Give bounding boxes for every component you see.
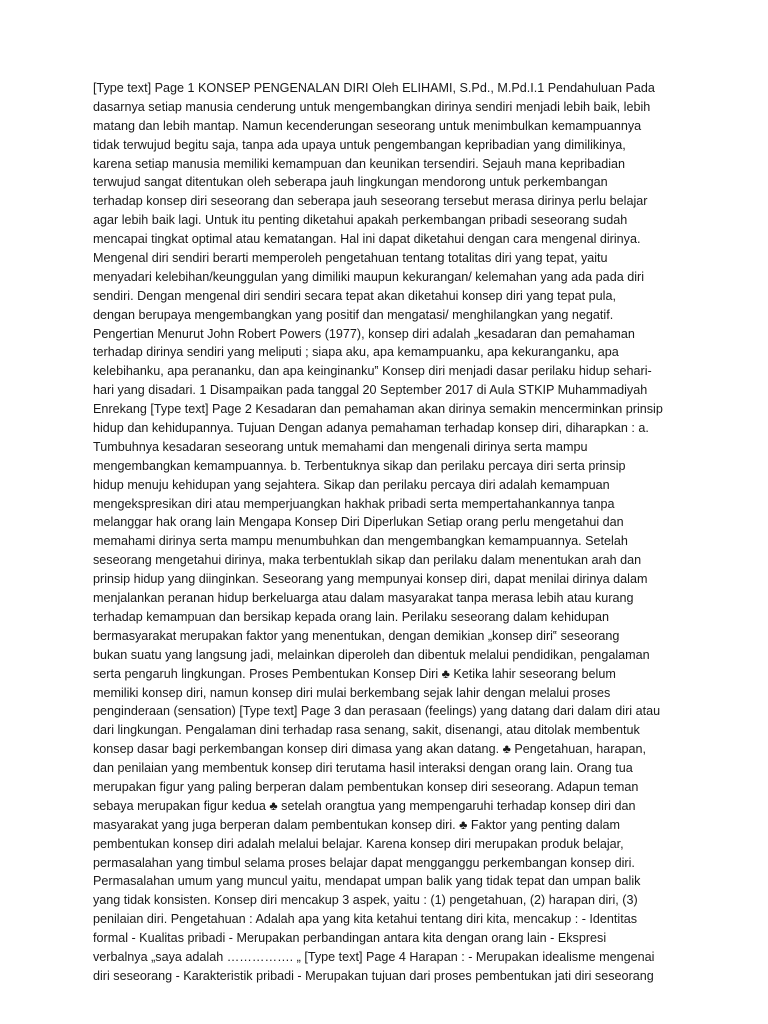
text-line: sebaya merupakan figur kedua ♣ setelah orangtua yang mempengaruhi terhadap konsep diri dan [93,798,636,813]
text-line: formal - Kualitas pribadi - Merupakan perbandingan antara kita dengan orang lain - Ekspresi [93,931,607,946]
text-line: penginderaan (sensation) [Type text] Page 3 dan perasaan (feelings) yang datang dari dalam diri atau [93,704,661,719]
text-line: permasalahan yang timbul selama proses belajar dapat mengganggu perkembangan konsep diri. [93,855,635,870]
text-line: yang tidak konsisten. Konsep diri mencakup 3 aspek, yaitu : (1) pengetahuan, (2) harapan diri, (3) [93,893,638,908]
text-line: terhadap dirinya sendiri yang meliputi ; siapa aku, apa kemampuanku, apa kekuranganku, apa [93,345,619,360]
text-line: memiliki konsep diri, namun konsep diri mulai berkembang sejak lahir dengan melalui proses [93,685,611,700]
text-line: memahami dirinya serta mampu menumbuhkan dan mengembangkan kemampuannya. Setelah [93,534,628,549]
text-line: verbalnya „saya adalah ……………. „ [Type text] Page 4 Harapan : - Merupakan idealisme mengenai [93,949,655,964]
text-line: terhadap konsep diri seseorang dan seberapa jauh seseorang tersebut merasa dirinya perlu belajar [93,194,648,209]
text-line: diri seseorang - Karakteristik pribadi - Merupakan tujuan dari proses pembentukan jati diri seseorang [93,968,654,983]
text-line: mengembangkan kemampuannya. b. Terbentuknya sikap dan perilaku percaya diri serta prinsip [93,458,626,473]
text-line: menjalankan peranan hidup berkeluarga atau dalam masyarakat tanpa merasa lebih atau kurang [93,591,634,606]
text-line: mengekspresikan diri atau memperjuangkan hakhak pribadi serta mempertahankannya tanpa [93,496,615,511]
text-line: melanggar hak orang lain Mengapa Konsep Diri Diperlukan Setiap orang perlu mengetahui dan [93,515,624,530]
text-line: Pengertian Menurut John Robert Powers (1977), konsep diri adalah „kesadaran dan pemahaman [93,326,635,341]
text-line: konsep dasar bagi perkembangan konsep diri dimasa yang akan datang. ♣ Pengetahuan, harapan, [93,742,646,757]
text-line: seseorang mengetahui dirinya, maka terbentuklah sikap dan perilaku dalam menentukan arah dan [93,553,642,568]
text-line: bermasyarakat merupakan faktor yang menentukan, dengan demikian „konsep diri‟ seseorang [93,628,620,643]
document-body [93,79,693,986]
text-line: [Type text] Page 1 KONSEP PENGENALAN DIRI Oleh ELIHAMI, S.Pd., M.Pd.I.1 Pendahuluan Pada [93,81,655,95]
text-line: dan penilaian yang membentuk konsep diri terutama hasil interaksi dengan orang lain. Orang tua [93,761,633,776]
text-line: agar lebih baik lagi. Untuk itu penting diketahui apakah perkembangan pribadi seseorang sudah [93,213,628,228]
text-line: sendiri. Dengan mengenal diri sendiri secara tepat akan diketahui konsep diri yang tepat pula, [93,288,616,303]
text-line: karena setiap manusia memiliki kemampuan dan keunikan tersendiri. Sejauh mana kepribadian [93,156,626,171]
text-line: masyarakat yang juga berperan dalam pembentukan konsep diri. ♣ Faktor yang penting dalam [93,817,621,832]
text-line: pembentukan konsep diri adalah melalui belajar. Karena konsep diri merupakan produk belajar, [93,836,624,851]
text-line: menyadari kelebihan/keunggulan yang dimiliki maupun kekurangan/ kelemahan yang ada pada diri [93,269,644,284]
text-line: kelebihanku, apa perananku, dan apa keinginanku‟ Konsep diri menjadi dasar perilaku hidup sehari- [93,364,652,379]
text-line: dengan berupaya mengembangkan yang positif dan mengatasi/ menghilangkan yang negatif. [93,307,614,322]
text-line: dasarnya setiap manusia cenderung untuk mengembangkan dirinya sendiri menjadi lebih baik, lebih [93,99,651,114]
text-line: prinsip hidup yang diinginkan. Seseorang yang mempunyai konsep diri, dapat menilai dirinya dalam [93,572,648,587]
text-line: hari yang disadari. 1 Disampaikan pada tanggal 20 September 2017 di Aula STKIP Muhammadiyah [93,383,648,398]
text-line: dari lingkungan. Pengalaman dini terhadap rasa senang, sakit, disenangi, atau ditolak membentuk [93,723,640,738]
text-line: terhadap kemampuan dan bersikap kepada orang lain. Perilaku seseorang dalam kehidupan [93,609,609,624]
text-line: Enrekang [Type text] Page 2 Kesadaran dan pemahaman akan dirinya semakin mencerminkan prinsip [93,402,663,417]
text-line: terwujud sangat ditentukan oleh seberapa jauh lingkungan mendorong untuk perkembangan [93,175,608,190]
text-line: penilaian diri. Pengetahuan : Adalah apa yang kita ketahui tentang diri kita, mencakup : - Identitas [93,912,637,927]
text-line: Mengenal diri sendiri berarti memperoleh pengetahuan tentang totalitas diri yang tepat, yaitu [93,251,608,266]
text-line: bukan suatu yang langsung jadi, melainkan diperoleh dan dibentuk melalui pendidikan, pengalaman [93,647,650,662]
text-line: Tumbuhnya kesadaran seseorang untuk memahami dan mengenali dirinya serta mampu [93,439,588,454]
text-line: hidup menuju kehidupan yang sejahtera. Sikap dan perilaku percaya diri adalah kemampuan [93,477,610,492]
text-line: mencapai tingkat optimal atau kematangan. Hal ini dapat diketahui dengan cara mengenal dirinya. [93,232,641,247]
text-line: serta pengaruh lingkungan. Proses Pembentukan Konsep Diri ♣ Ketika lahir seseorang belum [93,666,616,681]
text-line: matang dan lebih mantap. Namun kecenderungan seseorang untuk menimbulkan kemampuannya [93,118,642,133]
text-line: Permasalahan umum yang muncul yaitu, mendapat umpan balik yang tidak tepat dan umpan balik [93,874,641,889]
text-line: hidup dan kehidupannya. Tujuan Dengan adanya pemahaman terhadap konsep diri, diharapkan : a. [93,421,649,436]
text-line: merupakan figur yang paling berperan dalam pembentukan konsep diri seseorang. Adapun teman [93,779,639,794]
text-line: tidak terwujud begitu saja, tanpa ada upaya untuk pengembangan kepribadian yang dimilikinya, [93,137,626,152]
